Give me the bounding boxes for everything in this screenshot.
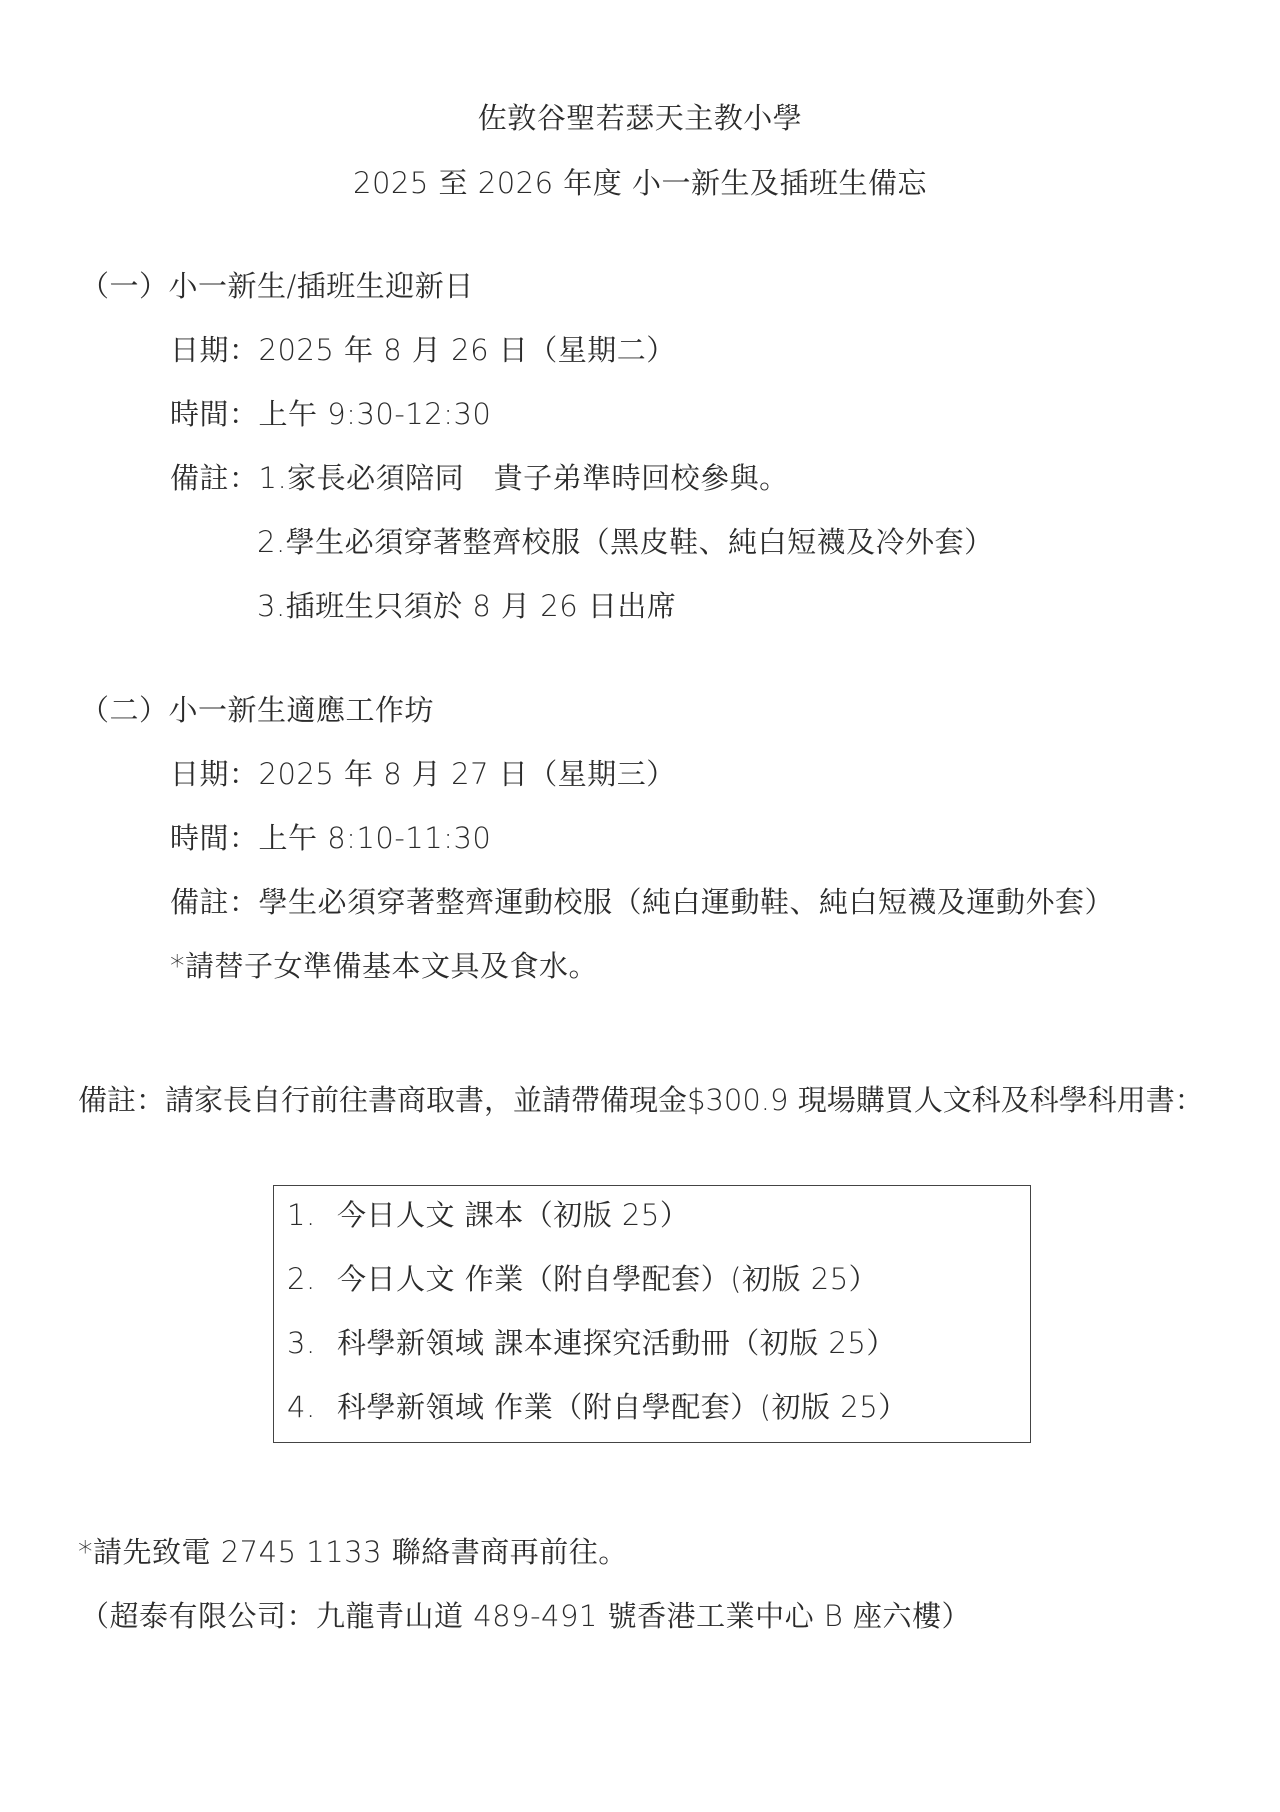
book-number: 4. bbox=[287, 1390, 316, 1424]
section2-date: 日期：2025 年 8 月 27 日（星期三） bbox=[170, 757, 676, 791]
section1-remark-1: 備註：1.家長必須陪同 貴子弟準時回校參與。 bbox=[170, 461, 789, 495]
book-title: 科學新領域 課本連探究活動冊（初版 25） bbox=[337, 1326, 896, 1360]
section2-note: *請替子女準備基本文具及食水。 bbox=[170, 949, 599, 983]
book-list-box bbox=[273, 1185, 1031, 1443]
section1-remark-2: 2.學生必須穿著整齊校服（黑皮鞋、純白短襪及冷外套） bbox=[257, 525, 994, 559]
supplier-address: （超泰有限公司：九龍青山道 489-491 號香港工業中心 B 座六樓） bbox=[80, 1599, 972, 1633]
section2-remark: 備註：學生必須穿著整齊運動校服（純白運動鞋、純白短襪及運動外套） bbox=[170, 885, 1115, 919]
book-item bbox=[287, 1325, 896, 1361]
section1-date: 日期：2025 年 8 月 26 日（星期二） bbox=[170, 333, 676, 367]
book-title: 今日人文 課本（初版 25） bbox=[337, 1198, 690, 1232]
book-number: 2. bbox=[287, 1262, 316, 1296]
book-title: 科學新領域 作業（附自學配套）(初版 25） bbox=[337, 1390, 908, 1424]
memo-title: 2025 至 2026 年度 小一新生及插班生備忘 bbox=[353, 166, 927, 200]
book-number: 3. bbox=[287, 1326, 316, 1360]
books-note: 備註：請家長自行前往書商取書，並請帶備現金$300.9 現場購買人文科及科學科用書： bbox=[78, 1083, 1204, 1117]
school-name: 佐敦谷聖若瑟天主教小學 bbox=[477, 101, 803, 135]
section1-remark-3: 3.插班生只須於 8 月 26 日出席 bbox=[257, 589, 677, 623]
section2-heading: （二）小一新生適應工作坊 bbox=[80, 693, 435, 727]
section2-time: 時間：上午 8:10-11:30 bbox=[170, 821, 492, 855]
book-item bbox=[287, 1261, 878, 1297]
call-note: *請先致電 2745 1133 聯絡書商再前往。 bbox=[78, 1535, 628, 1569]
book-item bbox=[287, 1197, 689, 1233]
section1-heading: （一）小一新生/插班生迎新日 bbox=[80, 269, 474, 303]
book-item bbox=[287, 1389, 908, 1425]
book-title: 今日人文 作業（附自學配套）(初版 25） bbox=[337, 1262, 879, 1296]
book-number: 1. bbox=[287, 1198, 316, 1232]
section1-time: 時間：上午 9:30-12:30 bbox=[170, 397, 492, 431]
